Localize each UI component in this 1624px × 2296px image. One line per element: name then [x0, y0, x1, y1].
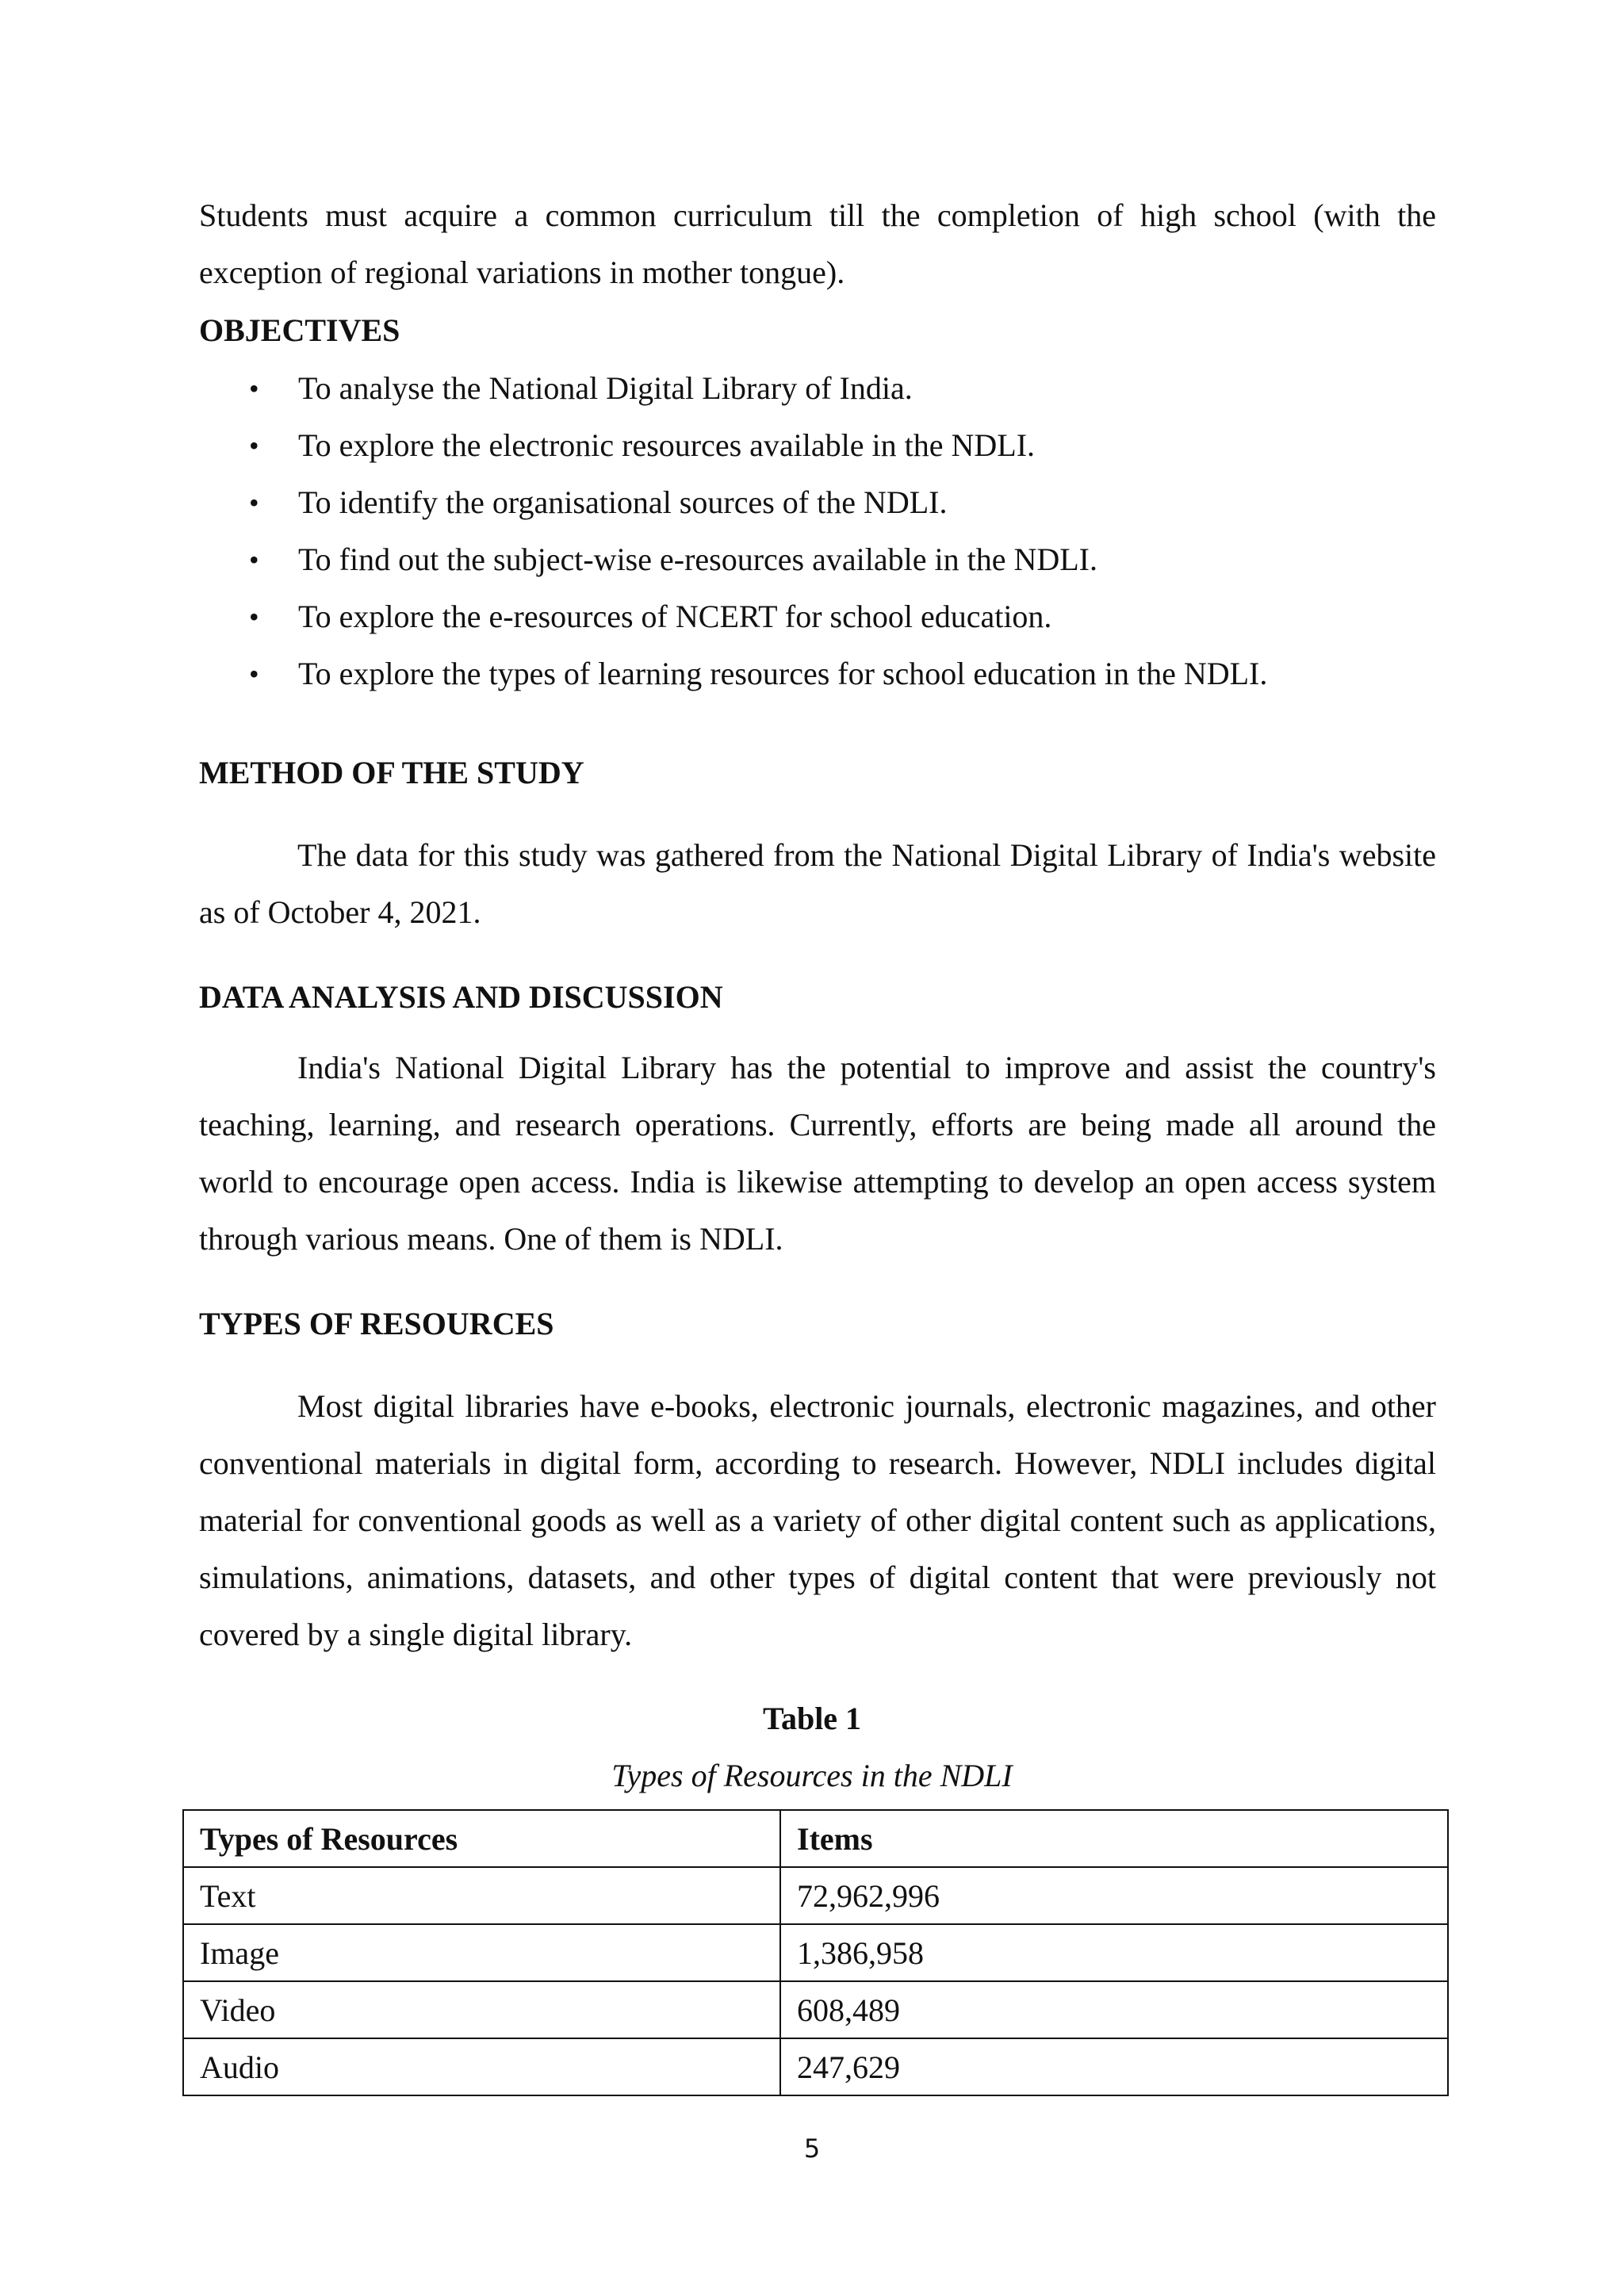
bullet-icon: •: [249, 658, 259, 690]
table-caption: Types of Resources in the NDLI: [611, 1758, 1013, 1793]
page-number: 5: [803, 2133, 821, 2164]
analysis-heading: DATA ANALYSIS AND DISCUSSION: [199, 979, 723, 1015]
method-paragraph: The data for this study was gathered from the National Digital Library of India's website as of October 4, 2021.: [199, 837, 1436, 930]
table-cell: Image: [183, 1924, 780, 1981]
bullet-icon: •: [249, 487, 259, 519]
bullet-icon: •: [249, 373, 259, 404]
analysis-paragraph: India's National Digital Library has the potential to improve and assist the country's teaching, learning, and research operations. Currently, efforts are being made all around the world to encourage open access. India is likewise attempting to develop an open access system through various means. One of them is NDLI.: [199, 1050, 1436, 1257]
table-row: [183, 1981, 1448, 2038]
objective-text: To explore the types of learning resources for school education in the NDLI.: [298, 656, 1268, 691]
table-header-row: [183, 1810, 1448, 1867]
list-item: [199, 588, 1436, 645]
list-item: [199, 360, 1436, 417]
table-cell: 1,386,958: [780, 1924, 1448, 1981]
method-heading: METHOD OF THE STUDY: [199, 755, 584, 790]
table-cell: Audio: [183, 2038, 780, 2095]
list-item: [199, 531, 1436, 588]
objective-text: To explore the electronic resources available in the NDLI.: [298, 427, 1036, 463]
table-header-cell: Types of Resources: [183, 1810, 780, 1867]
list-item: [199, 417, 1436, 474]
bullet-icon: •: [249, 601, 259, 633]
table-cell: 247,629: [780, 2038, 1448, 2095]
list-item: [199, 645, 1436, 702]
resources-table: [182, 1809, 1449, 2096]
table-row: [183, 2038, 1448, 2095]
table-cell: Text: [183, 1867, 780, 1924]
objective-text: To find out the subject-wise e-resources available in the NDLI.: [298, 541, 1097, 577]
table-row: [183, 1924, 1448, 1981]
table-cell: 72,962,996: [780, 1867, 1448, 1924]
types-paragraph: Most digital libraries have e-books, electronic journals, electronic magazines, and other conventional materials in digital form, according to research. However, NDLI includes digital material for conventional goods as well as a variety of other digital content such as applications, simulations, animations, datasets, and other types of digital content that were previously not covered by a single digital library.: [199, 1388, 1436, 1652]
table-header-cell: Items: [780, 1810, 1448, 1867]
table-title: Table 1: [762, 1701, 862, 1736]
objective-text: To identify the organisational sources of the NDLI.: [298, 484, 948, 520]
objective-text: To analyse the National Digital Library of India.: [298, 370, 913, 406]
types-heading: TYPES OF RESOURCES: [199, 1306, 554, 1341]
intro-paragraph: Students must acquire a common curriculum till the completion of high school (with the exception of regional variations in mother tongue).: [199, 197, 1436, 290]
objectives-list: [199, 360, 1436, 702]
bullet-icon: •: [249, 544, 259, 576]
list-item: [199, 474, 1436, 531]
bullet-icon: •: [249, 430, 259, 461]
table-cell: Video: [183, 1981, 780, 2038]
table-row: [183, 1867, 1448, 1924]
objectives-heading: OBJECTIVES: [199, 312, 400, 348]
table-cell: 608,489: [780, 1981, 1448, 2038]
objective-text: To explore the e-resources of NCERT for school education.: [298, 599, 1052, 634]
